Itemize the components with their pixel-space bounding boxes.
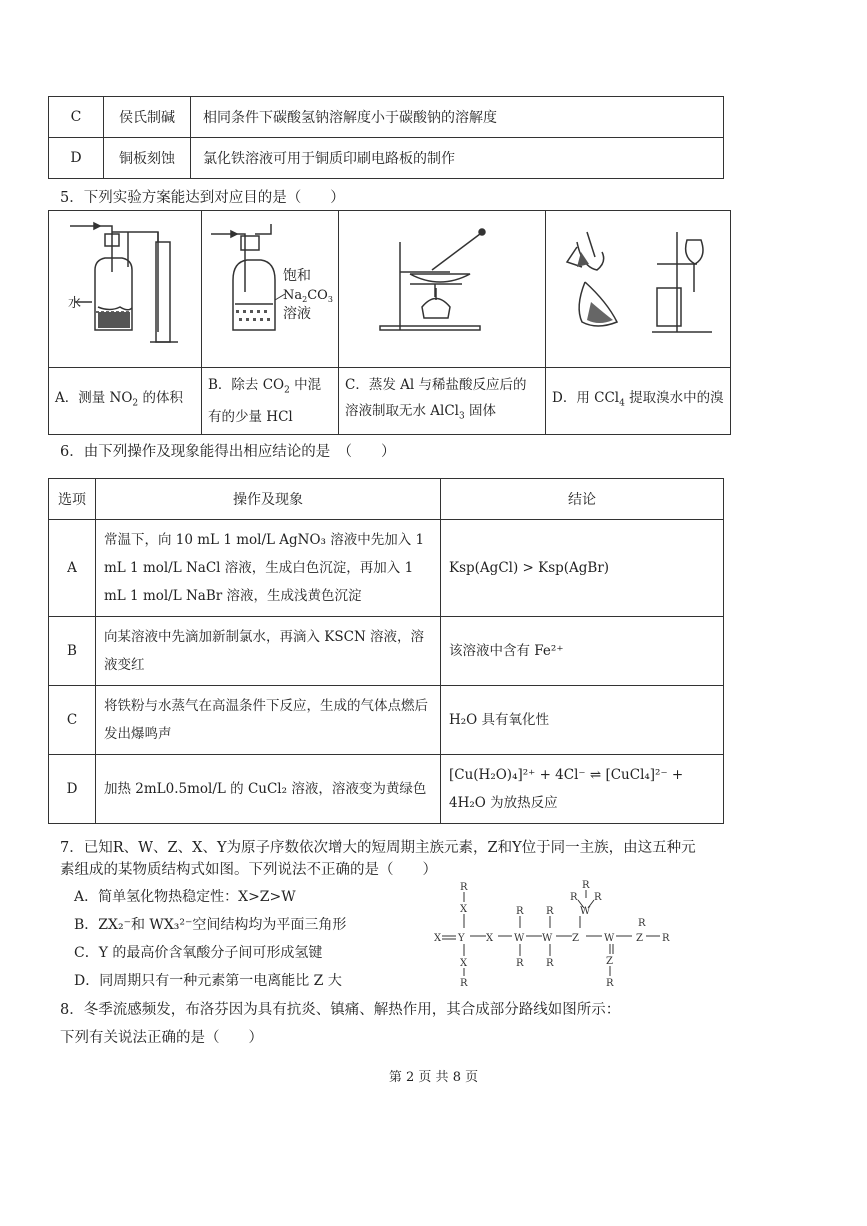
q5-option-d: [546, 368, 731, 435]
svg-text:X: X: [460, 958, 468, 969]
row-conclusion: H₂O 具有氧化性: [441, 686, 724, 755]
table-row: [49, 617, 724, 686]
opt-sub: 3: [459, 411, 465, 422]
header-option: 选项: [49, 479, 96, 520]
q8-stem-1: 8．冬季流感频发，布洛芬因为具有抗炎、镇痛、解热作用，其合成部分路线如图所示：: [60, 1002, 621, 1018]
q5-option-c: [339, 368, 546, 435]
row-conclusion: 该溶液中含有 Fe²⁺: [441, 617, 724, 686]
q7-option-c: C．Y 的最高价含氧酸分子间可形成氢键: [74, 945, 323, 961]
opt-after: 提取溴水中的溴: [624, 390, 724, 407]
opt-text: D．用 CCl: [552, 390, 620, 407]
opt-sub: 2: [284, 385, 290, 396]
row-label: D: [49, 138, 104, 179]
svg-text:R: R: [582, 880, 590, 891]
row-desc: 氯化铁溶液可用于铜质印刷电路板的制作: [191, 138, 724, 179]
apparatus-d-drawing: [547, 212, 729, 362]
svg-text:W: W: [542, 933, 553, 944]
apparatus-c: [339, 211, 546, 368]
water-label: 水: [68, 296, 82, 311]
opt-after: 中混有的少量 HCl: [208, 377, 322, 425]
q6-stem: 6．由下列操作及现象能得出相应结论的是 （ ）: [60, 444, 396, 460]
row-conclusion: [Cu(H₂O)₄]²⁺ + 4Cl⁻ ⇌ [CuCl₄]²⁻ + 4H₂O 为放热反应: [441, 755, 724, 824]
apparatus-c-drawing: [340, 212, 544, 362]
opt-after: 固体: [464, 403, 497, 420]
row-operation: 加热 2mL0.5mol/L 的 CuCl₂ 溶液，溶液变为黄绿色: [96, 755, 441, 824]
svg-text:R: R: [594, 892, 602, 903]
svg-text:R: R: [516, 958, 524, 969]
b-label-co-sub: 3: [327, 295, 333, 304]
svg-text:X: X: [460, 904, 468, 915]
svg-text:R: R: [516, 906, 524, 917]
table-row: [49, 686, 724, 755]
b-label-na: Na: [283, 288, 303, 303]
b-label-3: 溶液: [283, 306, 311, 322]
svg-text:Z: Z: [606, 956, 613, 967]
q7-stem-1: 7．已知R、W、Z、X、Y为原子序数依次增大的短周期主族元素，Z和Y位于同一主族，由这五种元: [60, 840, 696, 856]
row-desc: 相同条件下碳酸氢钠溶解度小于碳酸钠的溶解度: [191, 97, 724, 138]
opt-sub: 2: [132, 398, 139, 409]
svg-text:X: X: [434, 933, 442, 944]
b-label-1: 饱和: [283, 268, 311, 284]
q7-option-a: A．简单氢化物热稳定性：X>Z>W: [74, 889, 296, 905]
svg-text:R: R: [662, 933, 670, 944]
q8-stem-2: 下列有关说法正确的是（ ）: [60, 1030, 263, 1046]
header-conclusion: 结论: [441, 479, 724, 520]
row-conclusion: Ksp(AgCl) > Ksp(AgBr): [441, 520, 724, 617]
table-row: [49, 138, 724, 179]
svg-text:W: W: [580, 906, 591, 917]
q7-stem-2: 素组成的某物质结构式如图。下列说法不正确的是（ ）: [60, 862, 437, 878]
svg-text:R: R: [460, 978, 468, 989]
svg-text:W: W: [604, 933, 615, 944]
svg-text:R: R: [460, 882, 468, 893]
svg-text:Na2CO3: [283, 288, 333, 304]
row-name: 侯氏制碱: [104, 97, 191, 138]
svg-text:X: X: [486, 933, 494, 944]
q6-table: [48, 478, 724, 824]
svg-text:R: R: [570, 892, 578, 903]
apparatus-a: [49, 211, 202, 368]
svg-text:Z: Z: [572, 933, 579, 944]
b-label-na-sub: 2: [302, 295, 308, 304]
table-row: [49, 97, 724, 138]
b-label-co: CO: [307, 288, 328, 303]
page-footer: 第 2 页 共 8 页: [388, 1070, 479, 1085]
q5-option-a: [49, 368, 202, 435]
svg-text:R: R: [546, 906, 554, 917]
svg-text:Z: Z: [636, 933, 643, 944]
row-label: A: [49, 520, 96, 617]
row-label: B: [49, 617, 96, 686]
apparatus-b-drawing: [203, 212, 337, 362]
svg-text:R: R: [606, 978, 614, 989]
opt-after: 的体积: [138, 390, 183, 407]
table-row: [49, 520, 724, 617]
opt-text: B．除去 CO: [208, 377, 285, 394]
q7-option-b: B．ZX₂⁻和 WX₃²⁻空间结构均为平面三角形: [74, 917, 347, 933]
opt-sub: 4: [619, 398, 625, 409]
opt-text: A．测量 NO: [55, 390, 133, 407]
apparatus-b: [202, 211, 339, 368]
table-header-row: [49, 479, 724, 520]
row-operation: 向某溶液中先滴加新制氯水，再滴入 KSCN 溶液，溶液变红: [96, 617, 441, 686]
svg-text:W: W: [514, 933, 525, 944]
q5-apparatus-table: [48, 210, 731, 435]
row-label: C: [49, 97, 104, 138]
q7-option-d: D．同周期只有一种元素第一电离能比 Z 大: [74, 973, 342, 989]
opt-text: C．蒸发 Al 与稀盐酸反应后的溶液制取无水 AlCl: [345, 377, 527, 420]
q5-stem: 5．下列实验方案能达到对应目的是（ ）: [60, 190, 345, 206]
apparatus-d: [546, 211, 731, 368]
header-operation: 操作及现象: [96, 479, 441, 520]
row-operation: 常温下，向 10 mL 1 mol/L AgNO₃ 溶液中先加入 1 mL 1 mol/L NaCl 溶液，生成白色沉淀，再加入 1 mL 1 mol/L NaBr 溶液，生成浅黄色沉淀: [96, 520, 441, 617]
q7-structure-diagram: [428, 878, 688, 990]
apparatus-a-drawing: [50, 212, 200, 362]
svg-text:Y: Y: [458, 933, 465, 944]
row-operation: 将铁粉与水蒸气在高温条件下反应，生成的气体点燃后发出爆鸣声: [96, 686, 441, 755]
prev-table: [48, 96, 724, 179]
row-name: 铜板刻蚀: [104, 138, 191, 179]
q5-option-b: [202, 368, 339, 435]
row-label: D: [49, 755, 96, 824]
svg-text:R: R: [546, 958, 554, 969]
table-row: [49, 755, 724, 824]
row-label: C: [49, 686, 96, 755]
svg-text:R: R: [638, 918, 646, 929]
